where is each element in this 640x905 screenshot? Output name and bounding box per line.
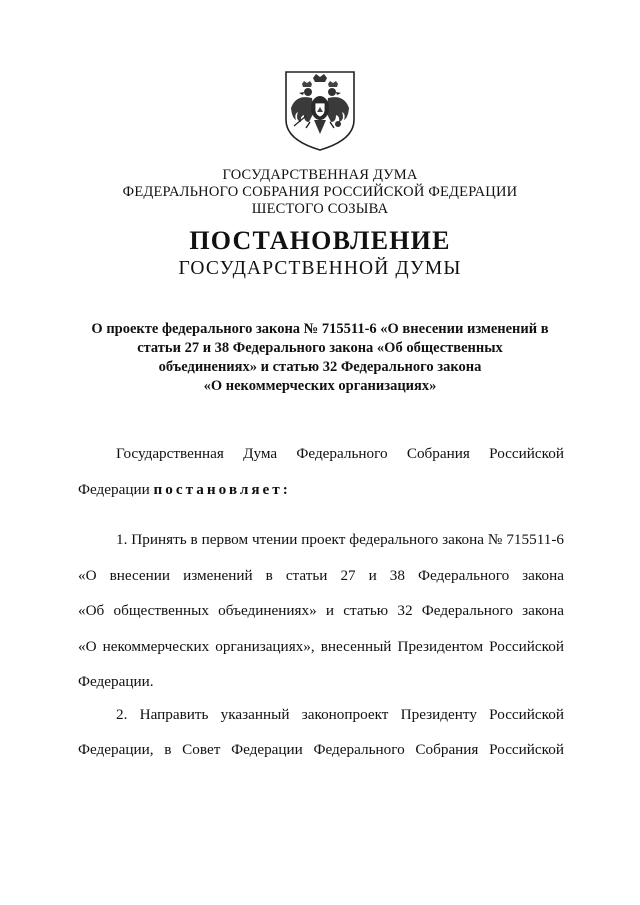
paragraph-1-line: 1. Принять в первом чтении проект федерального закона № 715511-6 xyxy=(116,531,564,548)
preamble-line xyxy=(78,481,564,499)
header-line-convocation: ШЕСТОГО СОЗЫВА xyxy=(251,201,389,217)
paragraph-2-line: 2. Направить указанный законопроект Президенту Российской xyxy=(116,706,564,723)
subject-block xyxy=(70,320,570,396)
paragraph-1-line: Федерации. xyxy=(78,673,154,690)
subject-line: О проекте федерального закона № 715511-6 «О внесении изменений в xyxy=(91,321,549,337)
subject-line: статьи 27 и 38 Федерального закона «Об общественных xyxy=(137,340,503,356)
header-line-state-duma: ГОСУДАРСТВЕННАЯ ДУМА xyxy=(222,167,418,183)
document-subtitle: ГОСУДАРСТВЕННОЙ ДУМЫ xyxy=(178,258,462,279)
paragraph-1-line: «О внесении изменений в статьи 27 и 38 Федерального закона xyxy=(78,567,564,584)
decree-word: постановляет: xyxy=(153,481,291,498)
subject-line: объединениях» и статью 32 Федерального закона xyxy=(158,359,482,375)
paragraph-1-line: «О некоммерческих организациях», внесенный Президентом Российской xyxy=(78,638,564,655)
header-line-federal-assembly: ФЕДЕРАЛЬНОГО СОБРАНИЯ РОССИЙСКОЙ ФЕДЕРАЦИИ xyxy=(122,184,518,200)
document-title: ПОСТАНОВЛЕНИЕ xyxy=(189,226,451,255)
subject-line: «О некоммерческих организациях» xyxy=(203,378,437,394)
preamble-line: Государственная Дума Федерального Собрания Российской xyxy=(116,445,564,462)
paragraph-2-line: Федерации, в Совет Федерации Федерального Собрания Российской xyxy=(78,741,564,758)
coat-of-arms-emblem xyxy=(282,68,358,152)
paragraph-1-line: «Об общественных объединениях» и статью 32 Федерального закона xyxy=(78,602,564,619)
preamble-text: Федерации xyxy=(78,481,150,498)
double-headed-eagle-icon xyxy=(282,68,358,152)
